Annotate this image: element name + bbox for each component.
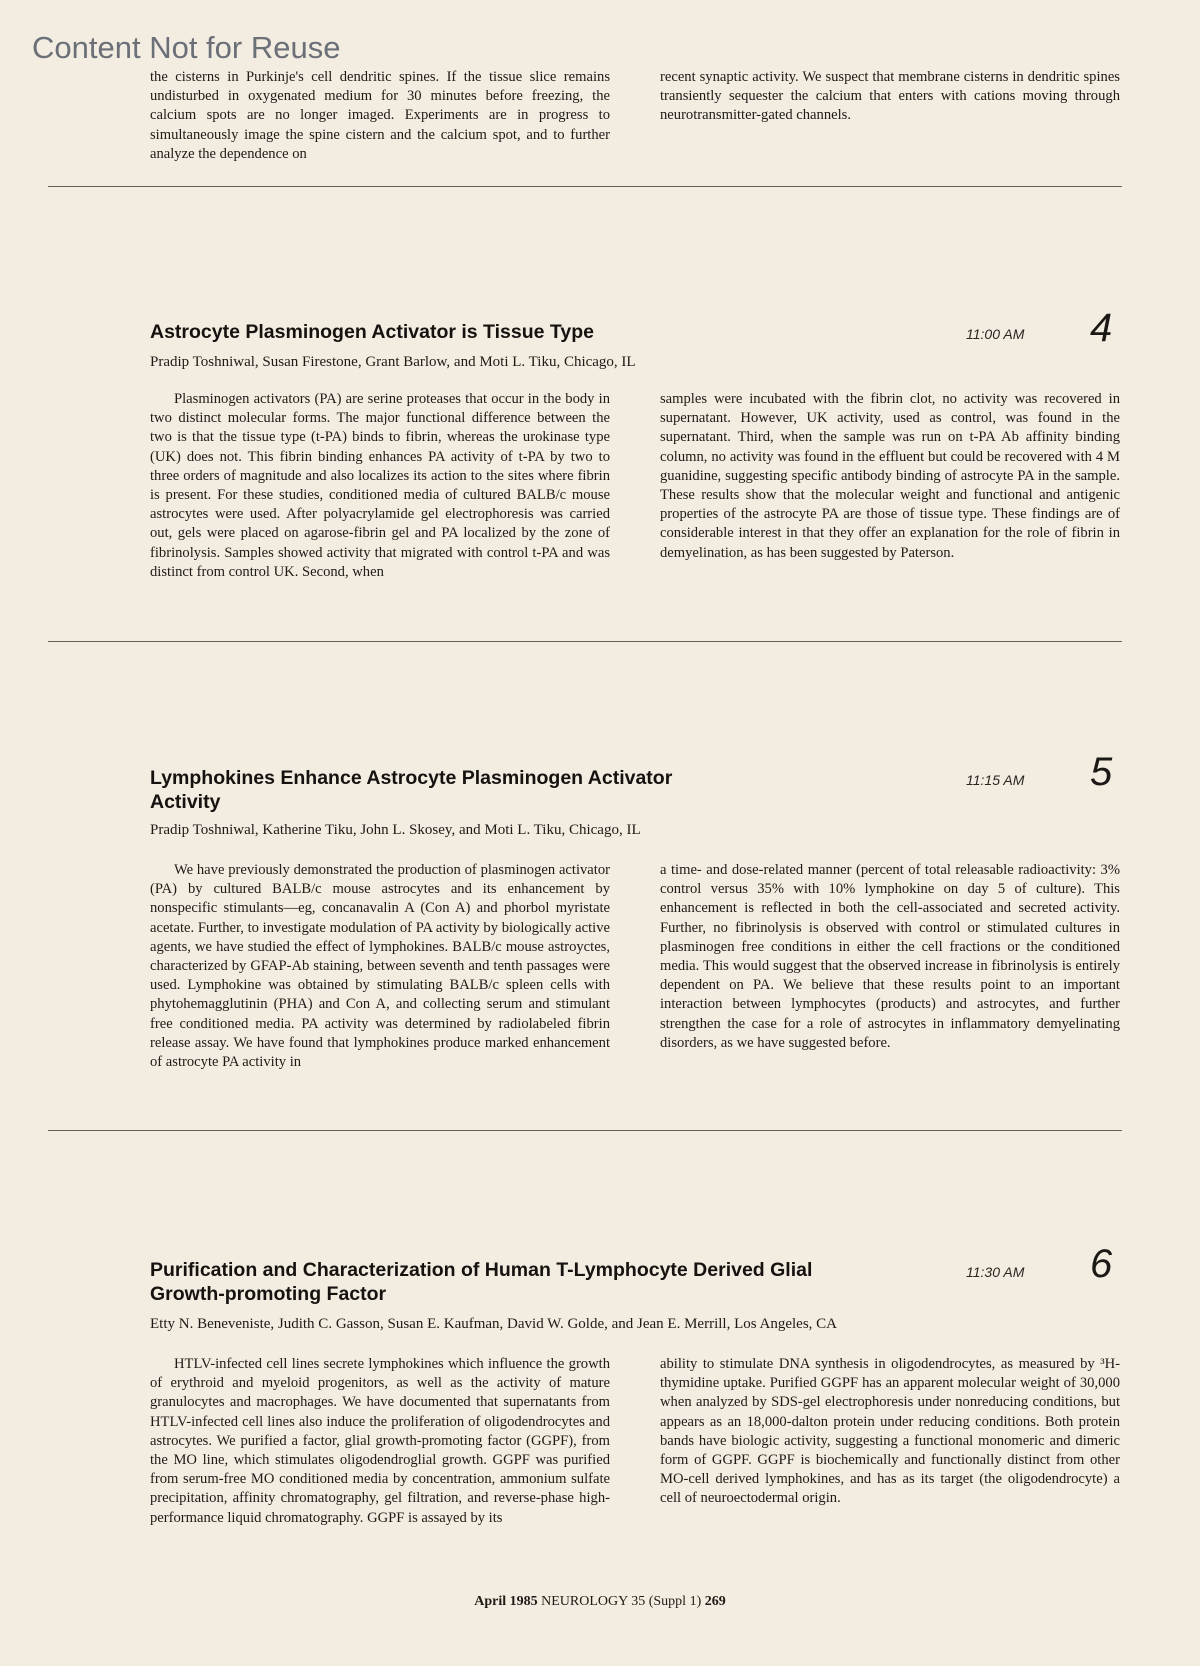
- abstract-time: 11:15 AM: [966, 772, 1025, 788]
- paragraph: samples were incubated with the fibrin clot, no activity was recovered in supernatant. However, UK activity, used as control, was found in the supernatant. Third, when the sample was run on t-PA Ab affinity binding column, no activity was found in the effluent but could be recovered with 4 M guanidine, suggesting specific antibody binding of astrocyte PA in the sample. These results show that the molecular weight and functional and antigenic properties of the astrocyte PA are those of tissue type. These findings are of considerable interest in that they offer an explanation for the role of fibrin in demyelination, as has been suggested by Paterson.: [660, 391, 1120, 561]
- abstract-title: Lymphokines Enhance Astrocyte Plasminogen Activator Activity: [150, 767, 673, 813]
- paragraph: We have previously demonstrated the production of plasminogen activator (PA) by cultured BALB/c mouse astrocytes and its enhancement by nonspecific stimulants—eg, concanavalin A (Con A) and phorbol myristate acetate. Further, to investigate modulation of PA activity by biologically active agents, we have studied the effect of lymphokines. BALB/c mouse astroyctes, characterized by GFAP-Ab staining, between seventh and tenth passages were used. Lymphokine was obtained by stimulating BALB/c spleen cells with phytohemagglutinin (PHA) and Con A, and collecting serum and stimulant free conditioned media. PA activity was determined by radiolabeled fibrin release assay. We have found that lymphokines produce marked enhancement of astrocyte PA activity in: [150, 862, 610, 1071]
- paragraph: HTLV-infected cell lines secrete lymphokines which influence the growth of erythroid and myeloid progenitors, as well as the activity of mature granulocytes and macrophages. We have documented that supernatants from HTLV-infected cell lines also induce the proliferation of oligodendrocytes and astrocytes. We purified a factor, glial growth-promoting factor (GGPF), from the MO line, which stimulates oligodendroglial growth. GGPF was purified from serum-free MO conditioned media by concentration, ammonium sulfate precipitation, affinity chromatography, gel filtration, and reverse-phase high-performance liquid chromatography. GGPF is assayed by its: [150, 1356, 610, 1526]
- abstract-title: Astrocyte Plasminogen Activator is Tissue Type: [150, 321, 594, 343]
- section-divider: [48, 641, 1122, 642]
- abstract-authors: Pradip Toshniwal, Susan Firestone, Grant Barlow, and Moti L. Tiku, Chicago, IL: [150, 354, 636, 370]
- paragraph: Plasminogen activators (PA) are serine proteases that occur in the body in two distinct molecular forms. The major functional difference between the two is that the tissue type (t-PA) binds to fibrin, whereas the urokinase type (UK) does not. This fibrin binding enhances PA activity of t-PA by two to three orders of magnitude and also localizes its action to the sites where fibrin is present. For these studies, conditioned media of cultured BALB/c mouse astrocytes were used. After polyacrylamide gel electrophoresis was carried out, gels were placed on agarose-fibrin gel and PA localized by the zone of fibrinolysis. Samples showed activity that migrated with control t-PA and was distinct from control UK. Second, when: [150, 391, 610, 580]
- continued-text-left: [150, 68, 610, 164]
- section-divider: [48, 186, 1122, 187]
- abstract-time: 11:00 AM: [966, 326, 1025, 342]
- page-footer: [0, 1594, 1200, 1610]
- abstract-body-right: [660, 1355, 1120, 1509]
- abstract-body-left: [150, 390, 610, 582]
- abstract-number: 4: [1090, 306, 1113, 350]
- abstract-number: 5: [1090, 750, 1113, 794]
- abstract-time: 11:30 AM: [966, 1264, 1025, 1280]
- abstract-body-left: [150, 1355, 610, 1528]
- abstract-authors: Pradip Toshniwal, Katherine Tiku, John L. Skosey, and Moti L. Tiku, Chicago, IL: [150, 822, 641, 838]
- abstract-body-right: [660, 861, 1120, 1053]
- abstract-body-right: [660, 390, 1120, 563]
- continued-text-right: [660, 68, 1120, 126]
- abstract-authors: Etty N. Beneveniste, Judith C. Gasson, Susan E. Kaufman, David W. Golde, and Jean E. Merrill, Los Angeles, CA: [150, 1316, 837, 1332]
- section-divider: [48, 1130, 1122, 1131]
- paragraph: a time- and dose-related manner (percent of total releasable radioactivity: 3% control versus 35% with 10% lymphokine on day 5 of culture). This enhancement is reflected in both the cell-associated and secreted activity. Further, no fibrinolysis is observed with control or stimulated cultures in plasminogen free conditions in either the cell fractions or the conditioned media. This would suggest that the observed increase in fibrinolysis is entirely dependent on PA. We believe that these results point to an important interaction between lymphocytes (products) and astrocytes, and further strengthen the case for a role of astrocytes in inflammatory demyelinating disorders, as we have suggested before.: [660, 862, 1120, 1051]
- watermark: Content Not for Reuse: [32, 30, 341, 65]
- paragraph: ability to stimulate DNA synthesis in oligodendrocytes, as measured by ³H-thymidine uptake. Purified GGPF has an apparent molecular weight of 30,000 when analyzed by SDS-gel electrophoresis under nonreducing conditions, but appears as an 18,000-dalton protein under reducing conditions. Both protein bands have biologic activity, suggesting a functional monomeric and dimeric form of GGPF. GGPF is biochemically and functionally distinct from other MO-cell derived lymphokines, and has as its target (the oligodendrocyte) a cell of neuroectodermal origin.: [660, 1356, 1120, 1507]
- page-number: 269: [704, 1594, 726, 1609]
- footer-date: April 1985: [474, 1594, 538, 1609]
- abstract-number: 6: [1090, 1242, 1113, 1286]
- abstract-body-left: [150, 861, 610, 1072]
- abstract-title: Purification and Characterization of Human T-Lymphocyte Derived Glial Growth-promoting Factor: [150, 1259, 813, 1305]
- paragraph: recent synaptic activity. We suspect that membrane cisterns in dendritic spines transiently sequester the calcium that enters with cations moving through neurotransmitter-gated channels.: [660, 69, 1120, 124]
- paragraph: the cisterns in Purkinje's cell dendritic spines. If the tissue slice remains undisturbed in oxygenated medium for 30 minutes before freezing, the calcium spots are no longer imaged. Experiments are in progress to simultaneously image the spine cistern and the calcium spot, and to further analyze the dependence on: [150, 69, 610, 162]
- footer-journal: NEUROLOGY 35 (Suppl 1): [541, 1594, 702, 1609]
